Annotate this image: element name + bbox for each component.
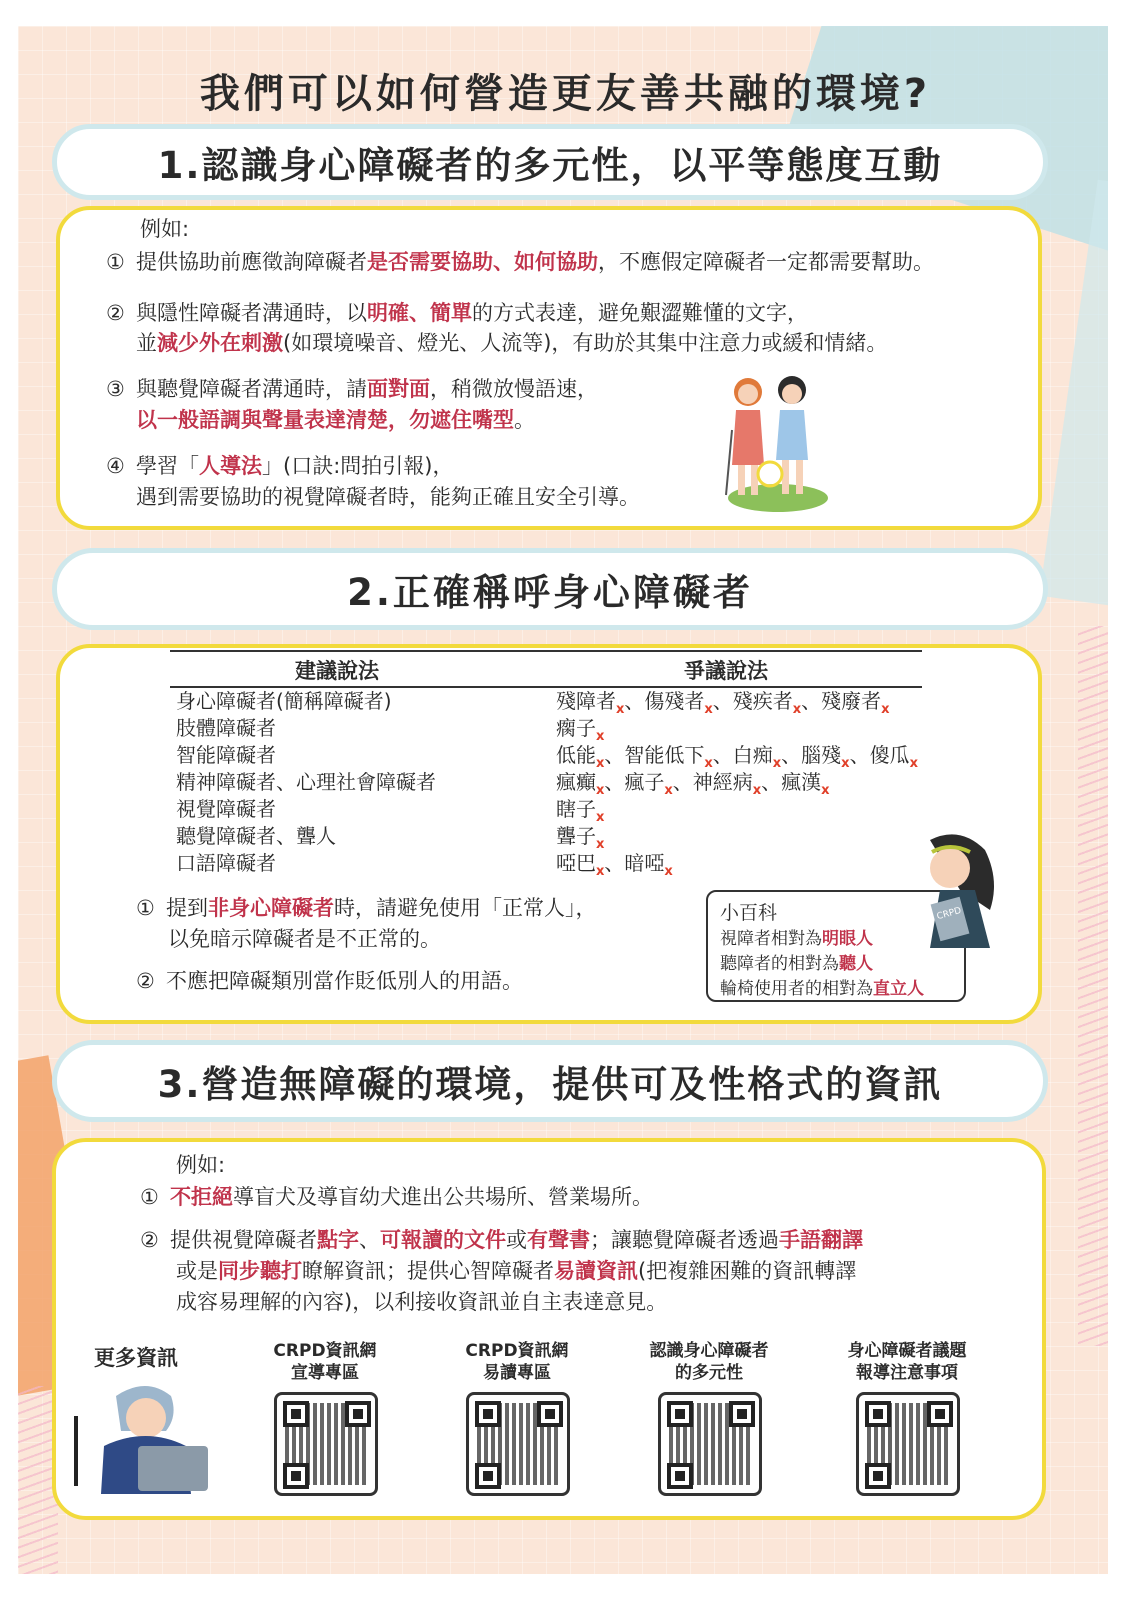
text: 」(口訣:問拍引報)， (262, 454, 454, 478)
separator: 、 (604, 743, 625, 767)
controversial-terms (556, 850, 673, 885)
trivia-line2 (720, 949, 873, 974)
qr-label-line: CRPD資訊網 (273, 1341, 377, 1361)
wave-decoration (1078, 626, 1108, 1346)
text: 或 (506, 1228, 527, 1252)
qr-label (240, 1340, 410, 1384)
text: 時，請避免使用「正常人」， (334, 896, 597, 920)
text: 並 (136, 331, 157, 355)
qr-finder-pattern (865, 1401, 891, 1427)
text: 與隱性障礙者溝通時，以 (136, 301, 367, 325)
cross-mark-icon: x (821, 783, 830, 798)
section1-heading (52, 124, 1048, 200)
text: 輪椅使用者的相對為 (720, 979, 873, 999)
controversial-term: 瘸子 (556, 716, 596, 740)
item-number: ① (106, 250, 125, 274)
cross-mark-icon: x (664, 864, 673, 879)
qr-finder-pattern (475, 1401, 501, 1427)
qr-finder-pattern (667, 1463, 693, 1489)
text: (如環境噪音、燈光、人流等)，有助於其集中注意力或緩和情緒。 (283, 331, 888, 355)
section1-heading-text: 1.認識身心障礙者的多元性，以平等態度互動 (157, 144, 943, 187)
text: 提到 (166, 896, 208, 920)
girl-with-book-illustration (890, 830, 1010, 950)
qr-label-line: 認識身心障礙者 (649, 1341, 769, 1361)
section3-item2-line1 (140, 1225, 863, 1255)
separator: 、 (761, 770, 782, 794)
highlight-text: 聽人 (839, 954, 873, 974)
section1-item3-line2 (136, 405, 535, 435)
cross-mark-icon: x (664, 783, 673, 798)
section1-intro: 例如: (140, 217, 190, 241)
cross-mark-icon: x (596, 810, 605, 825)
highlight-text: 同步聽打 (218, 1259, 302, 1283)
text: 不應把障礙類別當作貶低別人的用語。 (166, 969, 523, 993)
cross-mark-icon: x (752, 783, 762, 798)
table-row (170, 769, 922, 796)
highlight-text: 人導法 (199, 454, 262, 478)
text: 提供視覺障礙者 (170, 1228, 317, 1252)
text: 、 (359, 1228, 380, 1252)
section2-note1-line2: 以免暗示障礙者是不正常的。 (168, 927, 441, 951)
qr-finder-pattern (283, 1463, 309, 1489)
more-info-label: 更多資訊 (94, 1346, 178, 1370)
separator: 、 (849, 743, 870, 767)
controversial-term: 殘廢者 (821, 689, 882, 713)
highlight-text: 減少外在刺激 (157, 331, 283, 355)
qr-label-line: 易讀專區 (483, 1363, 551, 1383)
item-number: ② (136, 969, 155, 993)
teal-decoration (1039, 180, 1108, 613)
section2-heading (52, 548, 1048, 630)
separator: 、 (624, 689, 645, 713)
qr-finder-pattern (865, 1463, 891, 1489)
cross-mark-icon: x (616, 702, 625, 717)
column-header-recommended: 建議說法 (295, 659, 379, 683)
text: ，稍微放慢語速， (430, 377, 598, 401)
text: (把複雜困難的資訊轉譯 (638, 1259, 857, 1283)
table-header (170, 650, 922, 688)
qr-label-line: 的多元性 (675, 1363, 743, 1383)
highlight-text: 不拒絕 (170, 1185, 233, 1209)
text: ；讓聽覺障礙者透過 (590, 1228, 779, 1252)
section1-item1 (106, 247, 934, 277)
section2-note1-line1 (136, 893, 597, 923)
controversial-term: 腦殘 (801, 743, 842, 767)
text: 。 (514, 408, 535, 432)
highlight-text: 明眼人 (822, 929, 873, 949)
controversial-term: 瞎子 (556, 797, 596, 821)
section3-heading (52, 1040, 1048, 1122)
recommended-term: 聽覺障礙者、聾人 (176, 824, 336, 848)
section3-heading-text: 3.營造無障礙的環境，提供可及性格式的資訊 (157, 1063, 943, 1106)
controversial-term: 低能 (556, 743, 596, 767)
section1-item4-line2: 遇到需要協助的視覺障礙者時，能夠正確且安全引導。 (136, 485, 640, 509)
qr-finder-pattern (667, 1401, 693, 1427)
page-title: 我們可以如何營造更友善共融的環境? (199, 71, 932, 117)
book-label: CRPD (935, 906, 963, 923)
text: 的方式表達，避免艱澀難懂的文字， (472, 301, 808, 325)
cross-mark-icon: x (596, 837, 605, 852)
qr-label (822, 1340, 992, 1384)
text: 導盲犬及導盲幼犬進出公共場所、營業場所。 (233, 1185, 653, 1209)
separator: 、 (604, 770, 625, 794)
text: 視障者相對為 (720, 929, 822, 949)
qr-finder-pattern (729, 1401, 755, 1427)
text: 聽障者的相對為 (720, 954, 839, 974)
recommended-term: 肢體障礙者 (176, 716, 276, 740)
qr-code[interactable] (658, 1392, 762, 1496)
qr-label (432, 1340, 602, 1384)
controversial-term: 啞巴 (556, 851, 596, 875)
cross-mark-icon: x (881, 702, 890, 717)
controversial-term: 殘疾者 (732, 689, 793, 713)
cross-mark-icon: x (704, 756, 713, 771)
item-number: ④ (106, 454, 125, 478)
text: 提供協助前應徵詢障礙者 (136, 250, 367, 274)
highlight-text: 直立人 (873, 979, 924, 999)
qr-finder-pattern (345, 1401, 371, 1427)
qr-finder-pattern (475, 1463, 501, 1489)
controversial-term: 瘋漢 (781, 770, 822, 794)
qr-code[interactable] (466, 1392, 570, 1496)
qr-code[interactable] (274, 1392, 378, 1496)
separator: 、 (604, 851, 625, 875)
section2-note2 (136, 966, 523, 996)
highlight-text: 點字 (317, 1228, 359, 1252)
recommended-term: 智能障礙者 (176, 743, 276, 767)
guiding-illustration (720, 370, 830, 515)
item-number: ② (140, 1228, 159, 1252)
text: 或是 (176, 1259, 218, 1283)
recommended-term: 精神障礙者、心理社會障礙者 (176, 770, 436, 794)
terms-table (170, 650, 922, 877)
item-number: ③ (106, 377, 125, 401)
highlight-text: 非身心障礙者 (208, 896, 334, 920)
section2-heading-text: 2.正確稱呼身心障礙者 (347, 571, 753, 614)
cross-mark-icon: x (596, 783, 605, 798)
section3-item1 (140, 1182, 653, 1212)
trivia-title: 小百科 (720, 902, 778, 924)
section1-item2-line1 (106, 298, 808, 328)
qr-finder-pattern (927, 1401, 953, 1427)
item-number: ① (136, 896, 155, 920)
controversial-term: 瘋子 (624, 770, 665, 794)
separator: 、 (801, 689, 822, 713)
highlight-text: 面對面 (367, 377, 430, 401)
section3-item2-line3: 成容易理解的內容)，以利接收資訊並自主表達意見。 (176, 1290, 668, 1314)
table-row (170, 742, 922, 769)
table-row (170, 715, 922, 742)
cross-mark-icon: x (704, 702, 713, 717)
cross-mark-icon: x (596, 756, 605, 771)
separator: 、 (712, 743, 733, 767)
highlight-text: 是否需要協助、如何協助 (367, 250, 598, 274)
section3-item2-line2 (176, 1256, 856, 1286)
controversial-term: 傷殘者 (644, 689, 705, 713)
column-header-controversial: 爭議說法 (684, 659, 768, 683)
controversial-term: 白痴 (732, 743, 773, 767)
table-row (170, 850, 922, 877)
section3-intro: 例如: (176, 1153, 226, 1177)
separator: 、 (712, 689, 733, 713)
text: 與聽覺障礙者溝通時，請 (136, 377, 367, 401)
controversial-term: 聾子 (556, 824, 596, 848)
section1-item2-line2 (136, 328, 887, 358)
text: ，不應假定障礙者一定都需要幫助。 (598, 250, 934, 274)
cross-mark-icon: x (596, 729, 605, 744)
person-laptop-illustration (66, 1376, 216, 1496)
cross-mark-icon: x (841, 756, 850, 771)
qr-code[interactable] (856, 1392, 960, 1496)
recommended-term: 口語障礙者 (176, 851, 276, 875)
highlight-text: 明確、簡單 (367, 301, 472, 325)
controversial-term: 神經病 (692, 770, 753, 794)
table-row (170, 823, 922, 850)
table-body (170, 688, 922, 877)
text: 瞭解資訊；提供心智障礙者 (302, 1259, 554, 1283)
trivia-line1 (720, 924, 873, 949)
cross-mark-icon: x (909, 756, 918, 771)
table-row (170, 796, 922, 823)
highlight-text: 手語翻譯 (779, 1228, 863, 1252)
separator: 、 (781, 743, 802, 767)
qr-finder-pattern (283, 1401, 309, 1427)
highlight-text: 可報讀的文件 (380, 1228, 506, 1252)
qr-label-line: 宣導專區 (291, 1363, 359, 1383)
trivia-line3 (720, 974, 924, 999)
cross-mark-icon: x (596, 864, 605, 879)
recommended-term: 視覺障礙者 (176, 797, 276, 821)
cross-mark-icon: x (792, 702, 802, 717)
qr-label-line: CRPD資訊網 (465, 1341, 569, 1361)
recommended-term: 身心障礙者(簡稱障礙者) (176, 689, 392, 713)
controversial-term: 瘋癲 (556, 770, 596, 794)
separator: 、 (672, 770, 693, 794)
highlight-text: 易讀資訊 (554, 1259, 638, 1283)
section1-item4-line1 (106, 451, 453, 481)
qr-label (624, 1340, 794, 1384)
item-number: ① (140, 1185, 159, 1209)
highlight-text: 有聲書 (527, 1228, 590, 1252)
text: 學習「 (136, 454, 199, 478)
controversial-term: 智能低下 (624, 743, 705, 767)
controversial-term: 暗啞 (624, 851, 665, 875)
qr-label-line: 報導注意事項 (856, 1363, 958, 1383)
controversial-term: 傻瓜 (869, 743, 910, 767)
qr-finder-pattern (537, 1401, 563, 1427)
highlight-text: 以一般語調與聲量表達清楚，勿遮住嘴型 (136, 408, 514, 432)
qr-label-line: 身心障礙者議題 (847, 1341, 967, 1361)
controversial-term: 殘障者 (556, 689, 616, 713)
table-row (170, 688, 922, 715)
item-number: ② (106, 301, 125, 325)
cross-mark-icon: x (772, 756, 782, 771)
section1-item3-line1 (106, 374, 598, 404)
